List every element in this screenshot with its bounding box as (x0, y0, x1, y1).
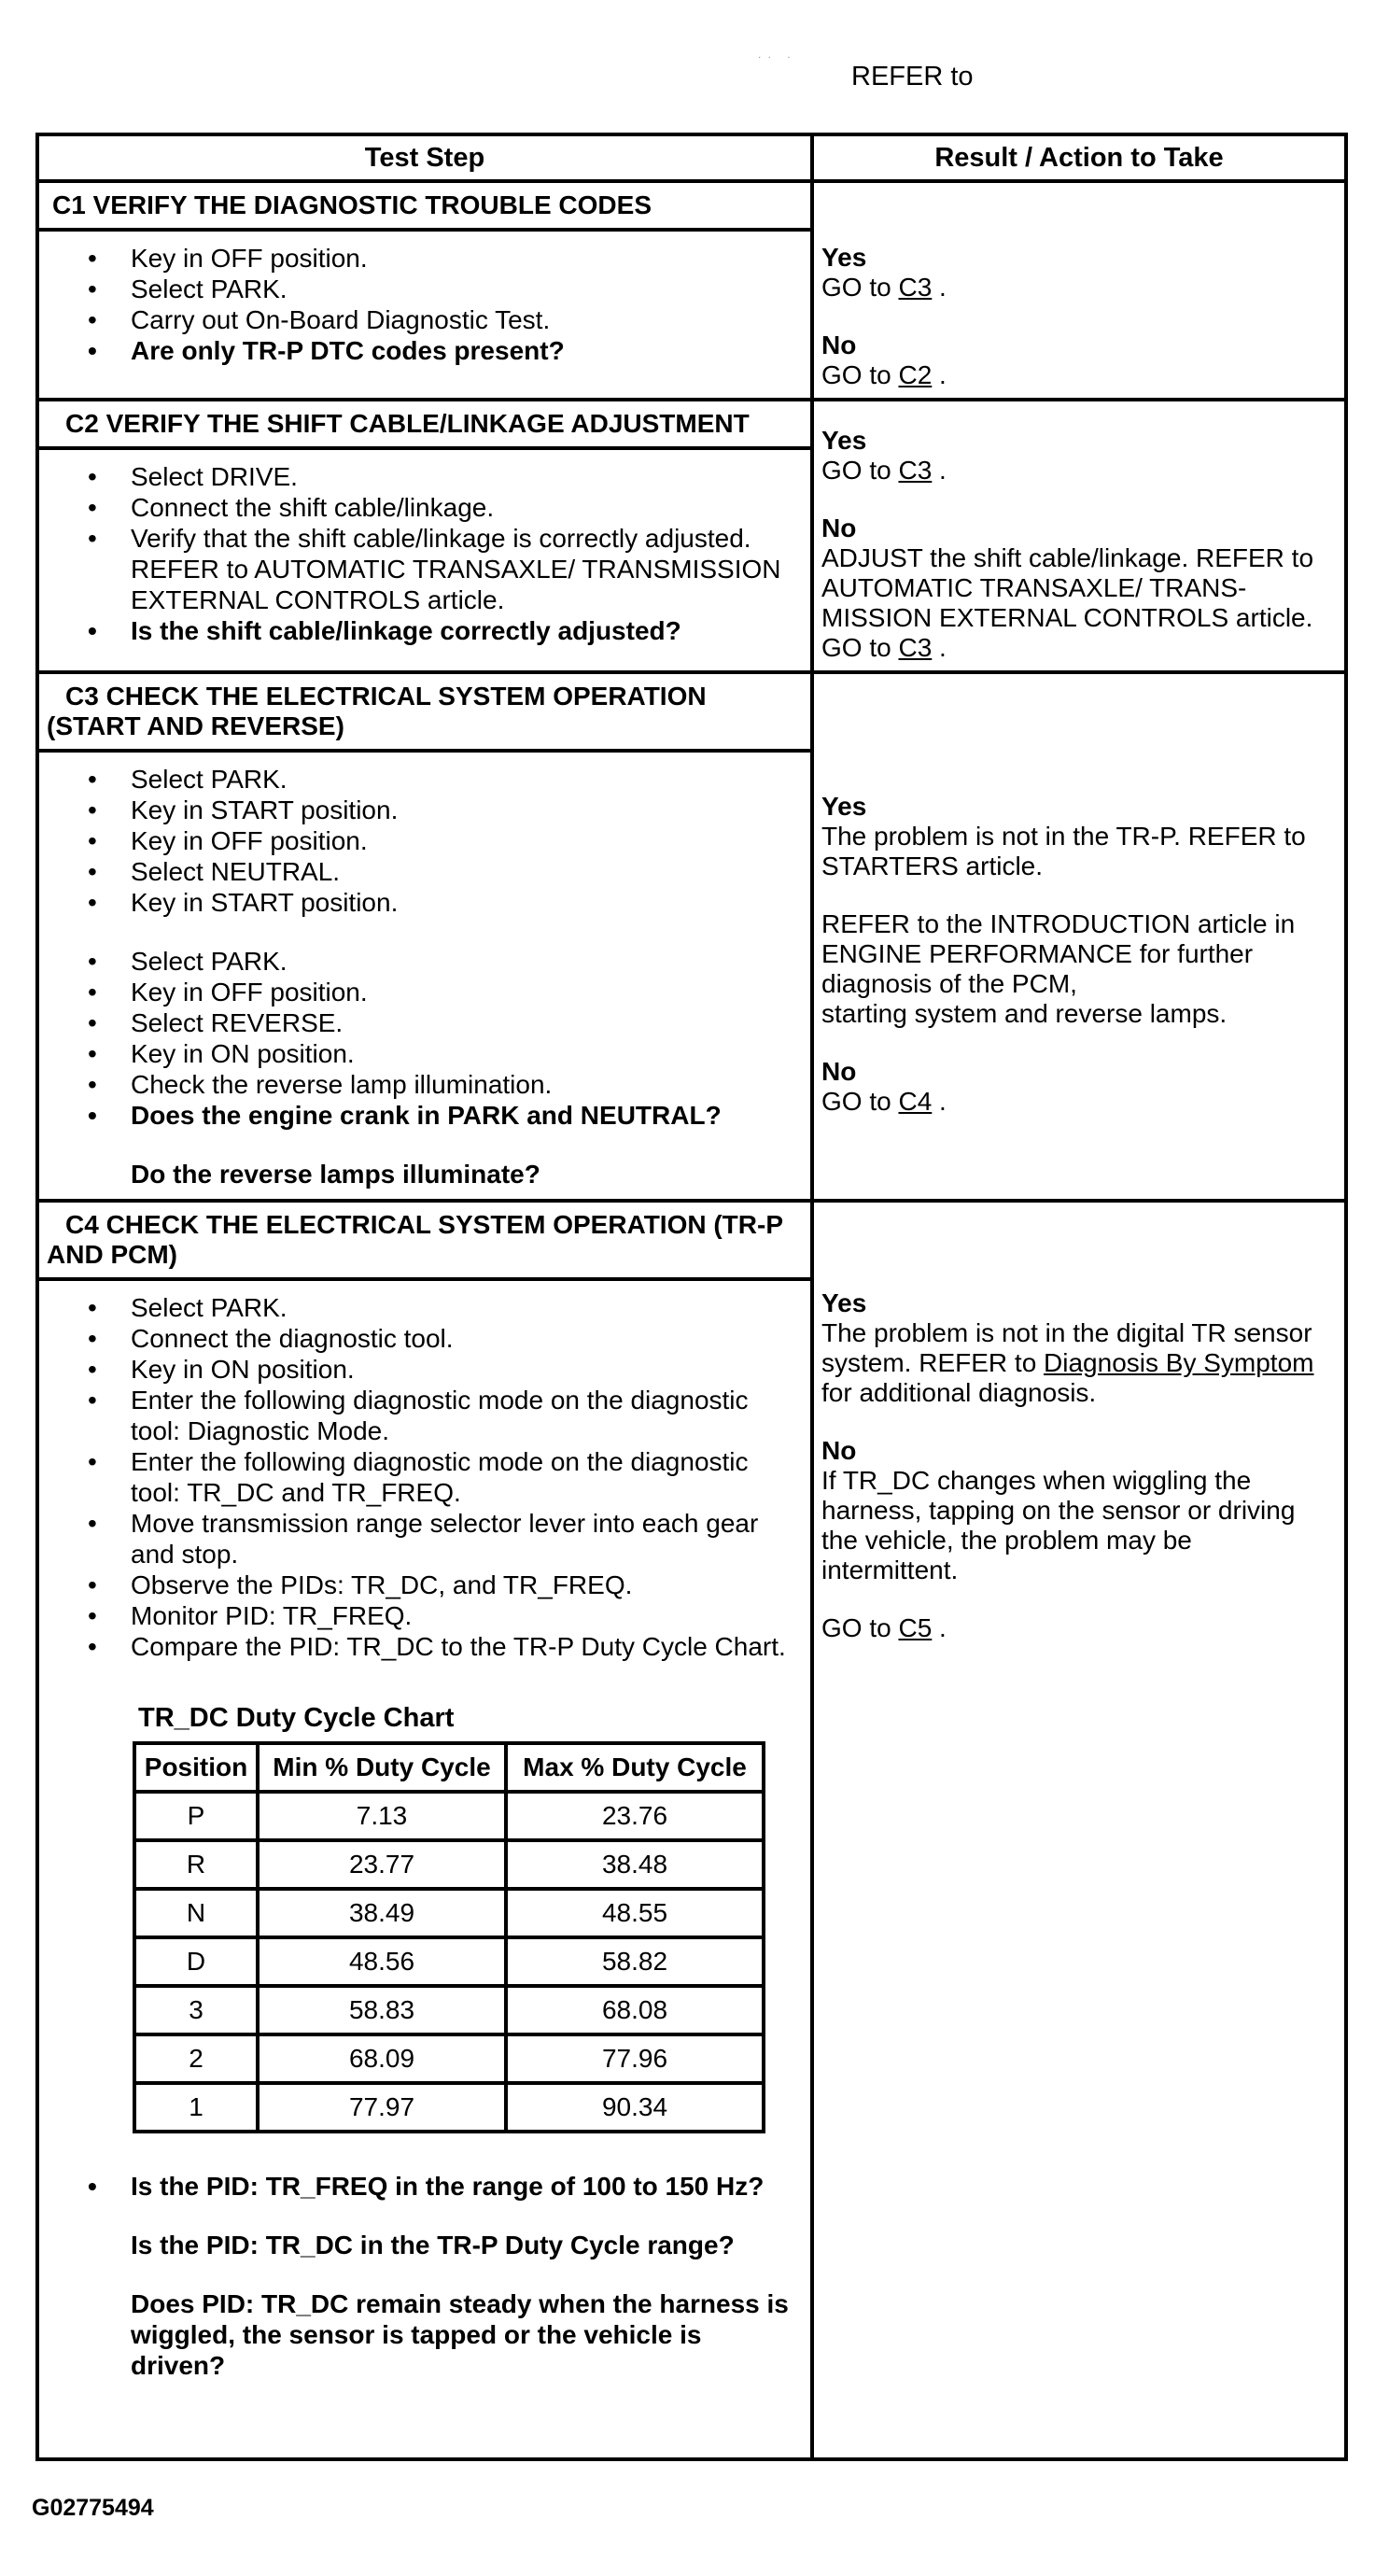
step-c4-cell (37, 1201, 812, 2459)
list-item: • Move transmission range selector lever into each gear and stop. (77, 1508, 801, 1570)
dc-cell: N (134, 1889, 258, 1937)
dc-cell: D (134, 1937, 258, 1986)
yes-text-3: starting system and reverse lamps. (821, 999, 1228, 1028)
dc-cell: 68.09 (258, 2034, 506, 2083)
list-item: • Key in OFF position. (77, 243, 801, 274)
go-to-text: GO to (821, 1087, 891, 1116)
dc-cell: 38.49 (258, 1889, 506, 1937)
list-item: • Key in ON position. (77, 1038, 801, 1069)
dc-cell: 38.48 (506, 1840, 764, 1889)
duty-cycle-chart-title: TR_DC Duty Cycle Chart (138, 1703, 455, 1733)
step-c4-row (37, 1201, 1346, 2459)
dc-cell: 68.08 (506, 1986, 764, 2034)
link-c3[interactable]: C3 (898, 456, 933, 485)
no-label: No (821, 1436, 857, 1465)
link-c2[interactable]: C2 (898, 360, 933, 389)
duty-cycle-table (133, 1741, 765, 2133)
step-c3-list (39, 753, 810, 1199)
yes-text-2: REFER to the INTRODUCTION article in ENGINE PERFORMANCE for further diagnosis of the PCM, (821, 909, 1296, 998)
list-item: • Select DRIVE. (77, 461, 801, 492)
step-c2-cell (37, 400, 812, 672)
list-item: • Key in START position. (77, 795, 801, 825)
dc-cell: 48.56 (258, 1937, 506, 1986)
yes-text-after: for additional diagnosis. (821, 1378, 1097, 1407)
list-item: • Enter the following diagnostic mode on the diagnostic tool: Diagnostic Mode. (77, 1385, 801, 1446)
dc-cell: 58.83 (258, 1986, 506, 2034)
step-c2-row (37, 400, 1346, 672)
list-item: • Connect the diagnostic tool. (77, 1323, 801, 1354)
table-row (134, 1792, 764, 1840)
list-item: • Key in OFF position. (77, 977, 801, 1007)
no-action-text: ADJUST the shift cable/linkage. REFER to AUTOMATIC TRANSAXLE/ TRANS-MISSION EXTERNAL CONTROLS article. (821, 543, 1314, 632)
list-item: • Verify that the shift cable/linkage is correctly adjusted. REFER to AUTOMATIC TRANSAXLE/ TRANSMISSION EXTERNAL CONTROLS article. (77, 523, 801, 615)
step-c1-title: C1 VERIFY THE DIAGNOSTIC TROUBLE CODES (39, 183, 810, 232)
step-c4-title: C4 CHECK THE ELECTRICAL SYSTEM OPERATION (TR-P AND PCM) (39, 1203, 810, 1281)
list-item-question: • Does the engine crank in PARK and NEUTRAL? (77, 1100, 801, 1131)
header-result: Result / Action to Take (812, 134, 1346, 181)
dc-cell: 23.77 (258, 1840, 506, 1889)
step-c1-row (37, 181, 1346, 400)
dc-header-max: Max % Duty Cycle (506, 1743, 764, 1792)
header-reference-text: REFER to (851, 62, 974, 91)
list-item-question: • Is the shift cable/linkage correctly adjusted? (77, 615, 801, 646)
header-reference (758, 54, 974, 92)
dc-cell: 3 (134, 1986, 258, 2034)
list-item-question: Does PID: TR_DC remain steady when the harness is wiggled, the sensor is tapped or the vehicle is driven? (131, 2289, 789, 2380)
diagnostic-table (35, 133, 1348, 2461)
no-label: No (821, 1057, 857, 1086)
step-c1-list (39, 232, 810, 375)
list-item: • Enter the following diagnostic mode on the diagnostic tool: TR_DC and TR_FREQ. (77, 1446, 801, 1508)
yes-label: Yes (821, 426, 867, 455)
dc-cell: 23.76 (506, 1792, 764, 1840)
step-c3-result: Yes The problem is not in the TR-P. REFER to STARTERS article. REFER to the INTRODUCTION article in ENGINE PERFORMANCE for further diagnosis of the PCM, starting system and reverse lamps. No GO to C4 . (812, 672, 1346, 1201)
list-item: • Observe the PIDs: TR_DC, and TR_FREQ. (77, 1570, 801, 1600)
dc-cell: 58.82 (506, 1937, 764, 1986)
dc-cell: P (134, 1792, 258, 1840)
faded-marks: ˙˙ ˙ (758, 54, 797, 69)
dc-cell: 2 (134, 2034, 258, 2083)
yes-label: Yes (821, 792, 867, 821)
list-item: • Carry out On-Board Diagnostic Test. (77, 304, 801, 335)
list-item-question: Is the PID: TR_DC in the TR-P Duty Cycle range? (131, 2231, 735, 2259)
step-c3-title: C3 CHECK THE ELECTRICAL SYSTEM OPERATION (START AND REVERSE) (39, 674, 810, 753)
list-item: • Key in OFF position. (77, 825, 801, 856)
list-item: • Compare the PID: TR_DC to the TR-P Duty Cycle Chart. (77, 1631, 801, 1662)
step-c3-cell (37, 672, 812, 1201)
table-row (134, 1889, 764, 1937)
table-row (134, 2034, 764, 2083)
list-item: • Connect the shift cable/linkage. (77, 492, 801, 523)
yes-label: Yes (821, 243, 867, 272)
list-item-question: Do the reverse lamps illuminate? (131, 1160, 540, 1189)
go-to-text: GO to (821, 1613, 891, 1642)
yes-text: The problem is not in the digital TR sensor system. REFER to (821, 1318, 1312, 1377)
list-item: • Select PARK. (77, 946, 801, 977)
link-c5[interactable]: C5 (898, 1613, 933, 1642)
step-c2-result: Yes GO to C3 . No ADJUST the shift cable/linkage. REFER to AUTOMATIC TRANSAXLE/ TRANS-MISSION EXTERNAL CONTROLS article. GO to C3 . (812, 400, 1346, 672)
link-c4[interactable]: C4 (898, 1087, 933, 1116)
no-label: No (821, 331, 857, 359)
link-c3[interactable]: C3 (898, 273, 933, 302)
list-item: • Select PARK. (77, 1292, 801, 1323)
list-item-question: • Is the PID: TR_FREQ in the range of 100 to 150 Hz? (77, 2171, 801, 2202)
link-c3[interactable]: C3 (898, 633, 933, 662)
go-to-text: GO to (821, 360, 891, 389)
list-item: • Select PARK. (77, 274, 801, 304)
dc-cell: 77.96 (506, 2034, 764, 2083)
table-row (134, 1937, 764, 1986)
list-item: • Select REVERSE. (77, 1007, 801, 1038)
dc-cell: 90.34 (506, 2083, 764, 2132)
dc-header-min: Min % Duty Cycle (258, 1743, 506, 1792)
table-row (134, 1840, 764, 1889)
dc-cell: R (134, 1840, 258, 1889)
step-c4-list (39, 1281, 810, 1671)
step-c1-result: Yes GO to C3 . No GO to C2 . (812, 181, 1346, 400)
step-c2-title: C2 VERIFY THE SHIFT CABLE/LINKAGE ADJUSTMENT (39, 401, 810, 450)
dc-cell: 77.97 (258, 2083, 506, 2132)
step-c4-questions (39, 2133, 810, 2390)
list-item: • Select PARK. (77, 764, 801, 795)
list-item: • Check the reverse lamp illumination. (77, 1069, 801, 1100)
step-c2-list (39, 450, 810, 655)
yes-text: The problem is not in the TR-P. REFER to STARTERS article. (821, 822, 1306, 880)
go-to-text: GO to (821, 456, 891, 485)
table-row (134, 1986, 764, 2034)
step-c4-result: Yes The problem is not in the digital TR sensor system. REFER to Diagnosis By Symptom for additional diagnosis. No If TR_DC changes when wiggling the harness, tapping on the sensor or driving the vehicle, the problem may be intermittent. GO to C5 . (812, 1201, 1346, 2459)
step-c1-cell (37, 181, 812, 400)
list-item-question: • Are only TR-P DTC codes present? (77, 335, 801, 366)
list-item: • Key in ON position. (77, 1354, 801, 1385)
step-c3-row (37, 672, 1346, 1201)
dc-cell: 7.13 (258, 1792, 506, 1840)
no-label: No (821, 514, 857, 542)
figure-id: G02775494 (32, 2495, 154, 2521)
table-row (134, 2083, 764, 2132)
list-item: • Monitor PID: TR_FREQ. (77, 1600, 801, 1631)
yes-label: Yes (821, 1288, 867, 1317)
go-to-text: GO to (821, 273, 891, 302)
link-diagnosis-by-symptom[interactable]: Diagnosis By Symptom (1044, 1348, 1314, 1377)
dc-header-position: Position (134, 1743, 258, 1792)
no-text: If TR_DC changes when wiggling the harness, tapping on the sensor or driving the vehicle, the problem may be intermittent. (821, 1466, 1296, 1584)
list-item: • Select NEUTRAL. (77, 856, 801, 887)
header-test-step: Test Step (37, 134, 812, 181)
list-item: • Key in START position. (77, 887, 801, 918)
dc-cell: 48.55 (506, 1889, 764, 1937)
go-to-text: GO to (821, 633, 891, 662)
dc-cell: 1 (134, 2083, 258, 2132)
